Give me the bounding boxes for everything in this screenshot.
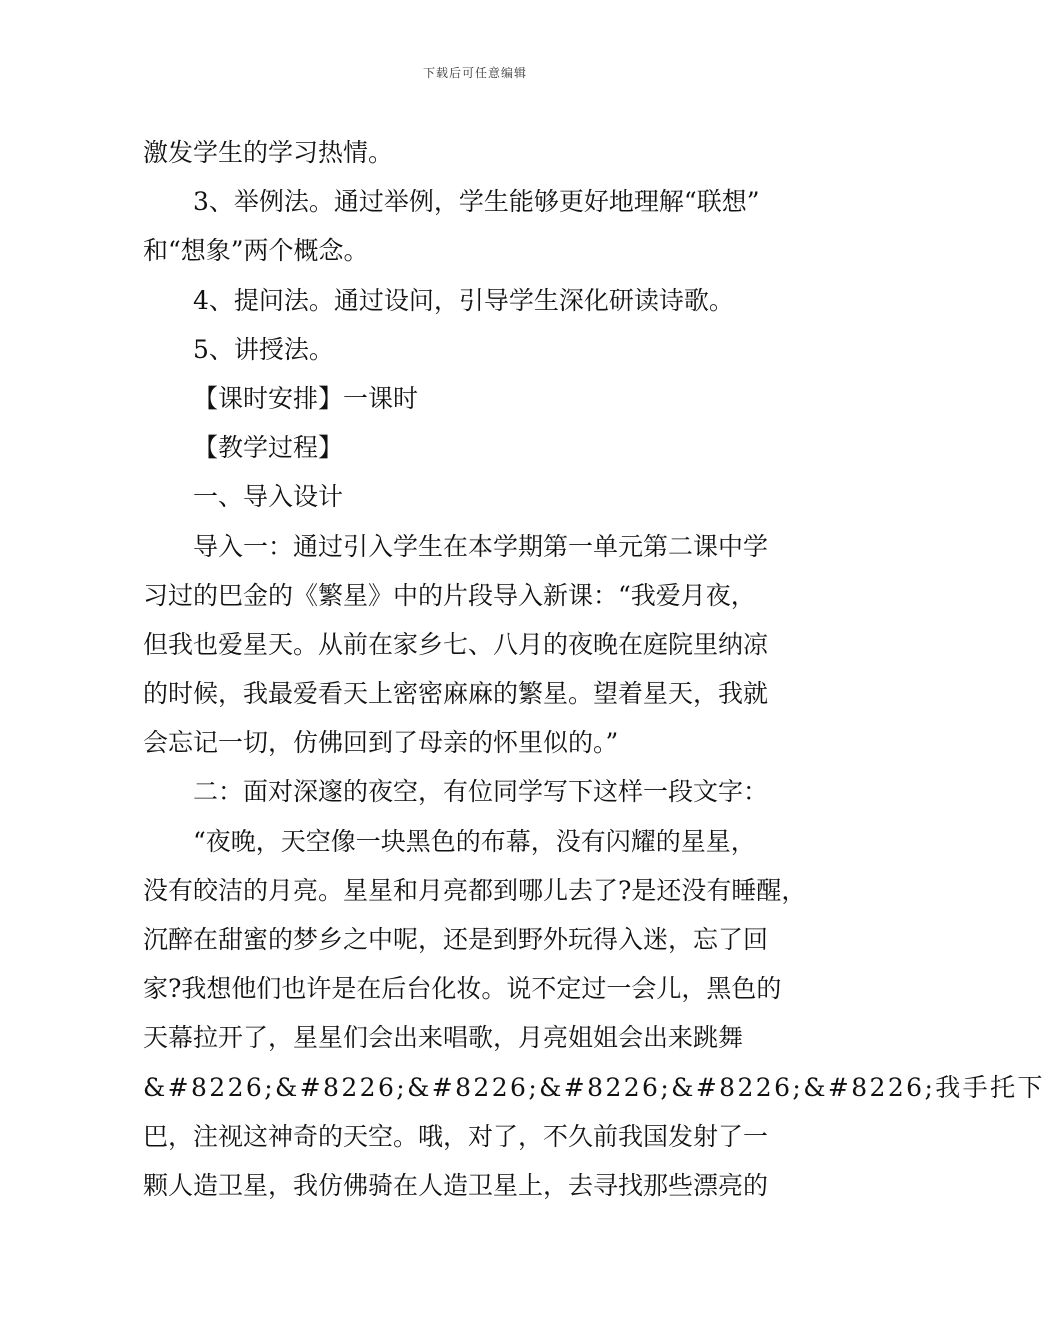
text-line: 家?我想他们也许是在后台化妆。说不定过一会儿，黑色的 bbox=[143, 974, 782, 1004]
text-line: 和“想象”两个概念。 bbox=[143, 236, 369, 266]
text-line: 激发学生的学习热情。 bbox=[143, 138, 394, 167]
section-heading: 【课时安排】一课时 bbox=[193, 383, 419, 413]
text-line: 没有皎洁的月亮。星星和月亮都到哪儿去了?是还没有睡醒， bbox=[143, 875, 807, 905]
text-line: 但我也爱星天。从前在家乡七、八月的夜晚在庭院里纳凉 bbox=[143, 629, 769, 659]
text-line: 5、讲授法。 bbox=[193, 334, 334, 364]
text-line: 巴，注视这神奇的天空。哦，对了，不久前我国发射了一 bbox=[143, 1121, 769, 1151]
text-line: &#8226;&#8226;&#8226;&#8226;&#8226;&#8226;我手托下 bbox=[143, 1072, 1045, 1102]
text-line: 会忘记一切，仿佛回到了母亲的怀里似的。” bbox=[143, 728, 619, 758]
text-line: 的时候，我最爱看天上密密麻麻的繁星。望着星天，我就 bbox=[143, 679, 769, 709]
text-line: 沉醉在甜蜜的梦乡之中呢，还是到野外玩得入迷，忘了回 bbox=[143, 925, 769, 954]
page-header: 下载后可任意编辑 bbox=[422, 66, 527, 80]
document-body bbox=[143, 128, 1045, 1210]
text-line: 4、提问法。通过设问，引导学生深化研读诗歌。 bbox=[193, 285, 734, 315]
section-heading: 一、导入设计 bbox=[193, 482, 344, 512]
text-line: 习过的巴金的《繁星》中的片段导入新课：“我爱月夜， bbox=[143, 580, 756, 610]
text-line: “夜晚，天空像一块黑色的布幕，没有闪耀的星星， bbox=[193, 826, 756, 856]
text-line: 天幕拉开了，星星们会出来唱歌，月亮姐姐会出来跳舞 bbox=[143, 1023, 744, 1053]
text-line: 颗人造卫星，我仿佛骑在人造卫星上，去寻找那些漂亮的 bbox=[143, 1170, 769, 1200]
text-line: 导入一：通过引入学生在本学期第一单元第二课中学 bbox=[193, 531, 769, 561]
text-line: 3、举例法。通过举例，学生能够更好地理解“联想” bbox=[193, 187, 760, 217]
section-heading: 【教学过程】 bbox=[193, 433, 344, 463]
text-line: 二：面对深邃的夜空，有位同学写下这样一段文字： bbox=[193, 777, 769, 807]
